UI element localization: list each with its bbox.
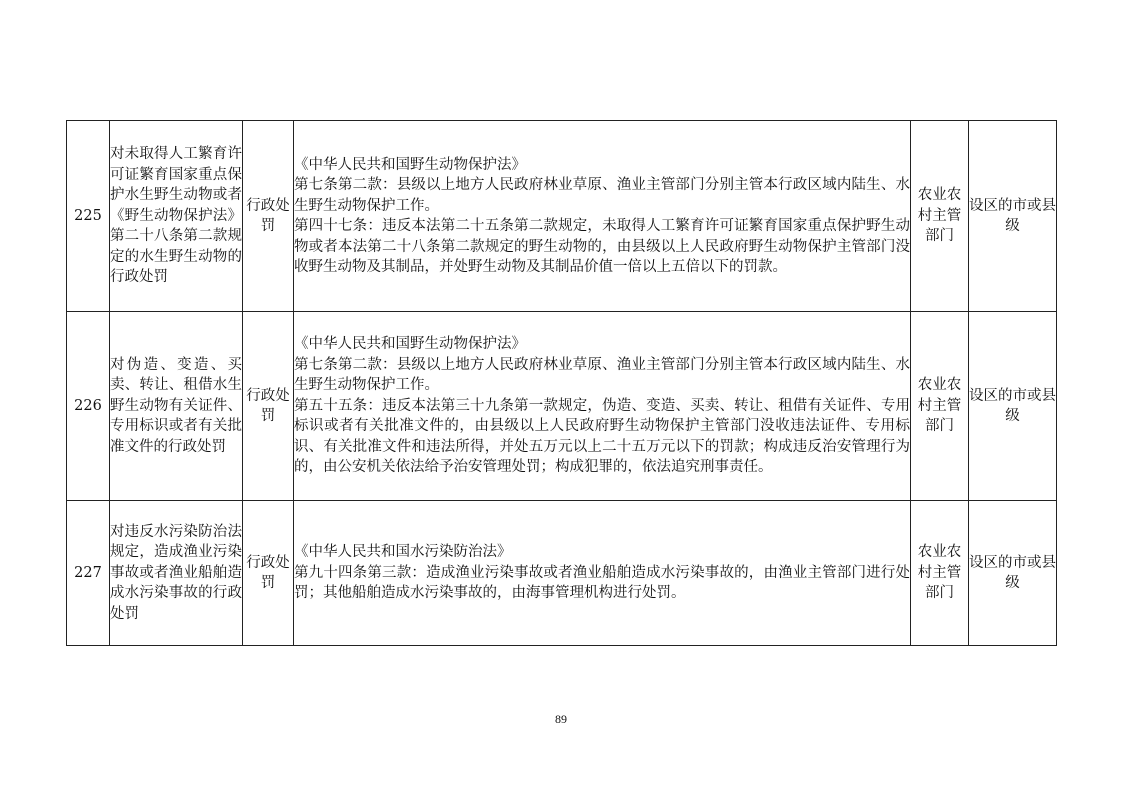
legal-basis-law-title: 《中华人民共和国水污染防治法》 xyxy=(294,544,512,561)
legal-basis-law-title: 《中华人民共和国野生动物保护法》 xyxy=(294,336,526,353)
penalty-item: 对未取得人工繁育许可证繁育国家重点保护水生野生动物或者《野生动物保护法》第二十八条第二款规定的水生野生动物的行政处罚 xyxy=(110,121,243,312)
legal-basis-clause: 第七条第二款：县级以上地方人民政府林业草原、渔业主管部门分别主管本行政区域内陆生、水生野生动物保护工作。 xyxy=(294,356,910,394)
legal-basis-clause: 第九十四条第三款：造成渔业污染事故或者渔业船舶造成水污染事故的，由渔业主管部门进行处罚；其他船舶造成水污染事故的，由海事管理机构进行处罚。 xyxy=(294,564,910,602)
responsible-department: 农业农村主管部门 xyxy=(911,121,969,312)
penalty-type: 行政处罚 xyxy=(243,312,294,501)
legal-basis xyxy=(294,312,911,501)
legal-basis-clause: 第五十五条：违反本法第三十九条第一款规定，伪造、变造、买卖、转让、租借有关证件、专用标识或者有关批准文件的，由县级以上人民政府野生动物保护主管部门没收违法证件、专用标识、有关批准文件和违法所得，并处五万元以上二十五万元以下的罚款；构成违反治安管理行为的，由公安机关依法给予治安管理处罚；构成犯罪的，依法追究刑事责任。 xyxy=(294,397,910,476)
legal-basis-clause: 第七条第二款：县级以上地方人民政府林业草原、渔业主管部门分别主管本行政区域内陆生、水生野生动物保护工作。 xyxy=(294,177,910,214)
penalty-type: 行政处罚 xyxy=(243,501,294,646)
legal-basis-clause: 第四十七条：违反本法第二十五条第二款规定，未取得人工繁育许可证繁育国家重点保护野生动物或者本法第二十八条第二款规定的野生动物的，由县级以上人民政府野生动物保护主管部门没收野生动物及其制品，并处野生动物及其制品价值一倍以上五倍以下的罚款。 xyxy=(294,218,910,275)
jurisdiction-level: 设区的市或县级 xyxy=(969,121,1057,312)
table-row xyxy=(67,121,1057,312)
jurisdiction-level: 设区的市或县级 xyxy=(969,312,1057,501)
page-number: 89 xyxy=(555,712,567,726)
table-row xyxy=(67,501,1057,646)
penalty-table xyxy=(66,120,1057,646)
row-number: 227 xyxy=(67,501,110,646)
row-number: 225 xyxy=(67,121,110,312)
row-number: 226 xyxy=(67,312,110,501)
penalty-item: 对伪造、变造、买卖、转让、租借水生野生动物有关证件、专用标识或者有关批准文件的行政处罚 xyxy=(110,312,243,501)
responsible-department: 农业农村主管部门 xyxy=(911,501,969,646)
jurisdiction-level: 设区的市或县级 xyxy=(969,501,1057,646)
legal-basis xyxy=(294,121,911,312)
table-row xyxy=(67,312,1057,501)
legal-basis xyxy=(294,501,911,646)
responsible-department: 农业农村主管部门 xyxy=(911,312,969,501)
legal-basis-law-title: 《中华人民共和国野生动物保护法》 xyxy=(294,156,526,173)
penalty-type: 行政处罚 xyxy=(243,121,294,312)
penalty-item: 对违反水污染防治法规定，造成渔业污染事故或者渔业船舶造成水污染事故的行政处罚 xyxy=(110,501,243,646)
